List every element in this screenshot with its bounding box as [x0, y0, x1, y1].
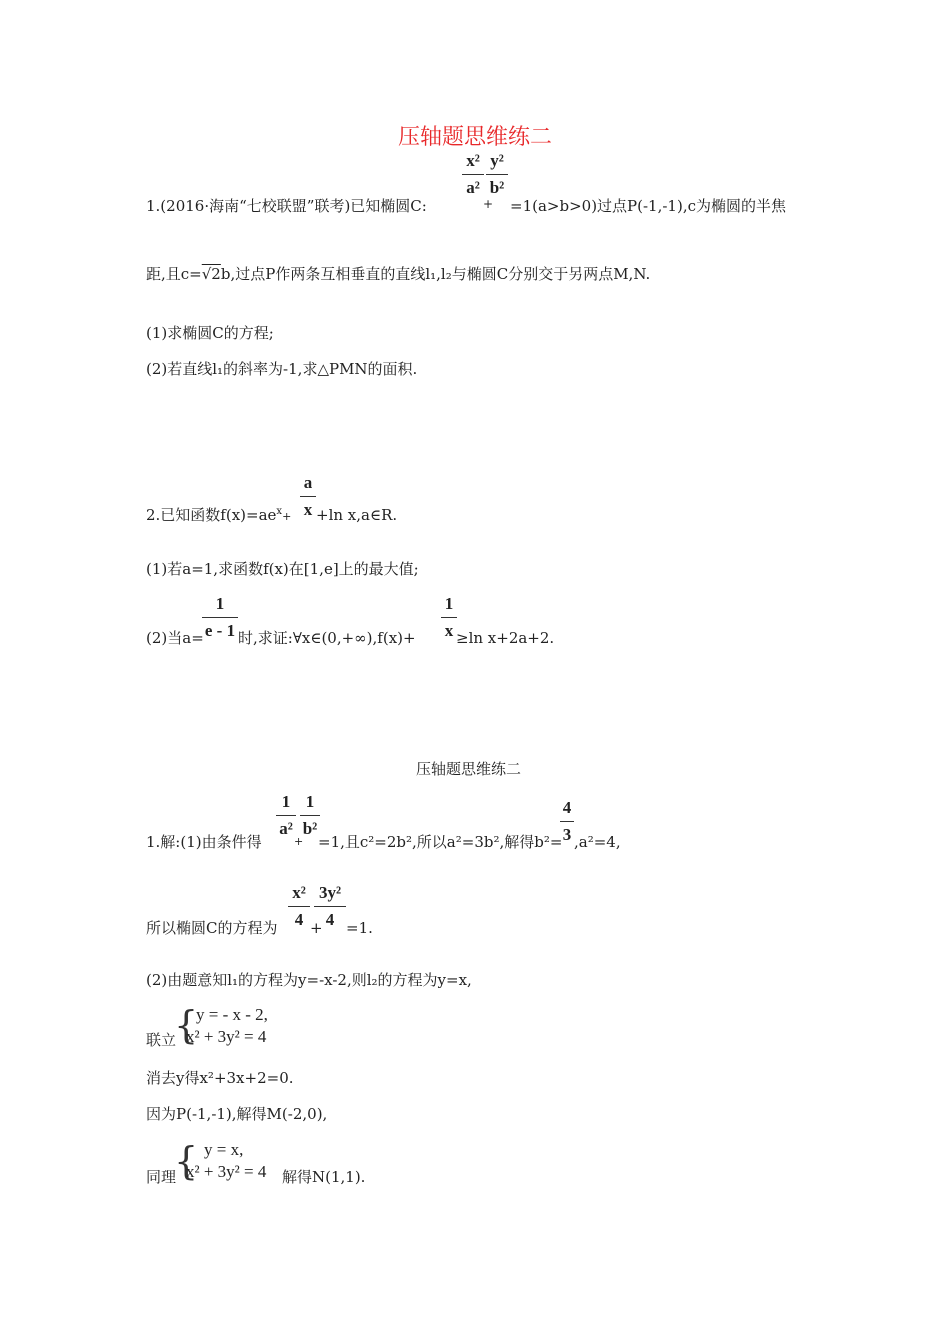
fraction-bar	[441, 617, 457, 618]
q1-part1: (1)求椭圆C的方程;	[146, 324, 274, 342]
fraction-x2-a2	[462, 150, 484, 199]
left-brace: {	[174, 1139, 199, 1183]
a1-line1-middle: =1,且c²=2b²,所以a²=3b²,解得b²=	[318, 833, 563, 851]
page-title: 压轴题思维练二	[398, 125, 553, 150]
a1-line1-suffix: ,a²=4,	[574, 833, 621, 851]
fraction-bar	[288, 906, 310, 907]
fraction-denominator: e - 1	[204, 621, 236, 640]
fraction-numerator: 1	[444, 594, 454, 613]
fraction-numerator: x²	[292, 883, 306, 902]
fraction-denominator: 4	[325, 910, 335, 929]
fraction-denominator: x	[444, 621, 454, 640]
q2-line1-prefix-text: 2.已知函数f(x)=ae	[146, 506, 277, 524]
q2-line1-suffix: +ln x,a∈R.	[316, 506, 398, 524]
fraction-bar	[300, 815, 320, 816]
fraction-bar	[486, 174, 508, 175]
fraction-bar	[300, 496, 316, 497]
fraction-numerator: y²	[490, 151, 504, 170]
fraction-numerator: 1	[305, 792, 315, 811]
fraction-y2-b2	[486, 150, 508, 199]
system1-equation1: y = - x - 2,	[196, 1005, 268, 1024]
q1-line2-suffix: b,过点P作两条互相垂直的直线l₁,l₂与椭圆C分别交于另两点M,N.	[220, 265, 651, 283]
q1-part2: (2)若直线l₁的斜率为-1,求△PMN的面积.	[146, 360, 418, 378]
system1-equation2: x² + 3y² = 4	[186, 1027, 267, 1046]
q1-line1-prefix: 1.(2016·海南“七校联盟”联考)已知椭圆C:	[146, 197, 427, 215]
q2-plus: +	[282, 510, 292, 523]
exponent-x: x	[276, 506, 283, 517]
q1-line1-suffix: =1(a>b>0)过点P(-1,-1),c为椭圆的半焦	[510, 197, 786, 215]
a1-line1-prefix: 1.解:(1)由条件得	[146, 833, 262, 851]
fraction-numerator: 1	[281, 792, 291, 811]
fraction-bar	[560, 821, 574, 822]
fraction-denominator: x	[303, 500, 313, 519]
system2-equation2: x² + 3y² = 4	[186, 1162, 267, 1181]
fraction-numerator: 4	[562, 798, 572, 817]
fraction-1-over-e-minus-1	[202, 593, 238, 642]
a1-eliminate: 消去y得x²+3x+2=0.	[146, 1069, 294, 1087]
q1-line2-prefix: 距,且c=	[146, 265, 202, 283]
fraction-denominator: a²	[466, 178, 480, 197]
fraction-bar	[462, 174, 484, 175]
q2-part2-suffix: ≥ln x+2a+2.	[456, 629, 555, 647]
a1-plus: +	[294, 835, 304, 848]
a1-sys2-result: 解得N(1,1).	[282, 1168, 366, 1186]
sqrt-two: √2	[201, 265, 221, 283]
fraction-1-over-a2	[276, 791, 296, 840]
fraction-1-over-x	[441, 593, 457, 642]
fraction-a-over-x	[300, 472, 316, 521]
fraction-denominator: 3	[562, 825, 572, 844]
fraction-numerator: 3y²	[318, 883, 342, 902]
a1-line2-suffix: =1.	[346, 919, 373, 937]
fraction-bar	[276, 815, 296, 816]
system2-label: 同理	[146, 1168, 177, 1186]
fraction-denominator: a²	[279, 819, 293, 838]
a1-line2-prefix: 所以椭圆C的方程为	[146, 919, 278, 937]
a1-line2-plus: +	[310, 919, 323, 937]
fraction-denominator: b²	[489, 178, 505, 197]
fraction-bar	[202, 617, 238, 618]
a1-part2: (2)由题意知l₁的方程为y=-x-2,则l₂的方程为y=x,	[146, 971, 472, 989]
q2-part1: (1)若a=1,求函数f(x)在[1,e]上的最大值;	[146, 560, 419, 578]
fraction-denominator: b²	[302, 819, 318, 838]
system1-label: 联立	[146, 1031, 177, 1049]
fraction-bar	[314, 906, 346, 907]
q2-part2-middle: 时,求证:∀x∈(0,+∞),f(x)+	[238, 629, 416, 647]
fraction-denominator: 4	[294, 910, 304, 929]
fraction-numerator: 1	[215, 594, 225, 613]
a1-because: 因为P(-1,-1),解得M(-2,0),	[146, 1105, 328, 1123]
fraction-x2-over-4	[288, 882, 310, 931]
left-brace: {	[174, 1003, 199, 1047]
q1-plus: +	[483, 197, 494, 211]
fraction-numerator: x²	[466, 151, 480, 170]
q2-part2-prefix: (2)当a=	[146, 629, 204, 647]
system2-equation1: y = x,	[204, 1140, 244, 1159]
fraction-numerator: a	[303, 473, 313, 492]
q1-line2	[146, 264, 650, 284]
answer-title: 压轴题思维练二	[416, 760, 522, 778]
q2-line1-prefix	[146, 505, 291, 527]
